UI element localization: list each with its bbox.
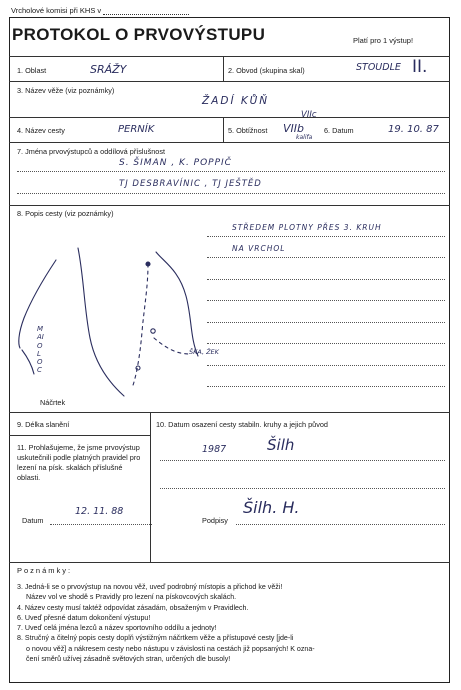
note-item: 7. Uveď celá jména lezců a název sportovního oddílu a jednoty! xyxy=(17,624,217,633)
writing-line xyxy=(17,193,445,194)
field-3-value: ŽADÍ KŮŇ xyxy=(202,95,270,107)
field-2-extra: II. xyxy=(412,57,428,77)
note-item: 3. Jedná-li se o prvovýstup na novou věž, uveď podrobný místopis a přichod ke věži! xyxy=(17,583,283,591)
date-value: 12. 11. 88 xyxy=(75,506,124,517)
route-sketch xyxy=(14,238,209,410)
sketch-tower-label-left: MAIOL OC xyxy=(37,325,44,375)
writing-line xyxy=(207,300,445,301)
field-5-label: 5. Obtížnost xyxy=(228,126,268,135)
note-item: o novou věž] a nákresem cesty nebo nástupu v závislosti na cestách již popsaných! K ozna- xyxy=(26,644,315,653)
note-item: 8. Stručný a čitelný popis cesty doplň výstižným náčrtkem věže a přístupové cesty [jde-li xyxy=(17,634,294,643)
tower-outline-left xyxy=(78,248,124,396)
field-2-value: STOUDLE xyxy=(356,62,401,73)
tower-base-line xyxy=(22,350,34,374)
divider xyxy=(9,562,450,563)
note-item: 6. Uveď přesné datum dokončení výstupu! xyxy=(17,613,151,622)
field-1-label: 1. Oblast xyxy=(17,66,47,75)
signatures-label: Podpisy xyxy=(202,516,228,525)
signatures-value: Šilh. H. xyxy=(243,498,300,517)
note-item: čení směrů užívej zásadně světových stran, určených dle busoly! xyxy=(26,655,231,664)
field-10-signature: Šilh xyxy=(267,436,295,454)
column-divider xyxy=(223,117,224,142)
route-traverse xyxy=(154,338,190,354)
field-3-label: 3. Název věže (viz poznámky) xyxy=(17,86,115,95)
field-11-declaration: 11. Prohlašujeme, že jsme prvovýstup uskutečnili podle platných pravidel pro lezení na písk. skalách příslušné oblasti. xyxy=(17,443,141,482)
commission-blank-line xyxy=(103,7,189,15)
notes-list xyxy=(17,582,445,664)
field-6-value: 19. 10. 87 xyxy=(388,124,439,135)
writing-line xyxy=(207,343,445,344)
field-4-label: 4. Název cesty xyxy=(17,126,65,135)
field-5-value: VIIb xyxy=(283,122,304,135)
ring-marker xyxy=(151,329,155,333)
ring-marker xyxy=(146,262,150,266)
field-6-label: 6. Datum xyxy=(324,126,354,135)
tower-outline-right xyxy=(156,252,198,356)
field-1-value: SRÁŽY xyxy=(90,63,127,76)
ring-marker xyxy=(136,366,140,370)
writing-line xyxy=(160,460,445,461)
field-7-label: 7. Jména prvovýstupců a oddílová příslušnost xyxy=(17,147,166,156)
writing-line xyxy=(207,236,445,237)
divider xyxy=(9,205,450,206)
writing-line xyxy=(207,322,445,323)
field-8-line2: NA VRCHOL xyxy=(232,244,286,253)
divider xyxy=(9,412,450,413)
divider xyxy=(9,142,450,143)
sketch-tower-label-right: ŠKA, ŽEK xyxy=(189,348,219,356)
note-item: Název vol ve shodě s Pravidly pro lezení na pískovcových skalách. xyxy=(26,593,237,602)
field-2-label: 2. Obvod (skupina skal) xyxy=(228,66,305,75)
writing-line xyxy=(207,365,445,366)
notes-title: Poznámky: xyxy=(17,566,73,575)
field-7-line1: S. ŠIMAN , K. POPPIČ xyxy=(119,158,232,168)
commission-label: Vrcholové komisi při KHS v xyxy=(11,6,102,15)
column-divider xyxy=(223,56,224,81)
writing-line xyxy=(207,257,445,258)
divider xyxy=(9,435,150,436)
divider xyxy=(9,81,450,82)
form-title: PROTOKOL O PRVOVÝSTUPU xyxy=(12,25,266,44)
sketch-label: Náčrtek xyxy=(40,398,66,407)
date-label: Datum xyxy=(22,516,44,525)
commission-header xyxy=(11,6,189,15)
writing-line xyxy=(207,279,445,280)
date-line xyxy=(50,524,152,525)
field-10-label: 10. Datum osazení cesty stabiln. kruhy a jejich původ xyxy=(156,420,328,429)
column-divider xyxy=(150,412,151,562)
note-item: 4. Název cesty musí taktéž odpovídat zásadám, obsaženým v Pravidlech. xyxy=(17,603,249,612)
signatures-line xyxy=(236,524,445,525)
field-10-value: 1987 xyxy=(202,444,227,455)
divider xyxy=(9,117,450,118)
writing-line xyxy=(17,171,445,172)
divider xyxy=(9,56,450,57)
field-4-value: PERNÍK xyxy=(118,124,155,135)
field-9-label: 9. Délka slanění xyxy=(17,420,70,429)
validity-note: Platí pro 1 výstup! xyxy=(353,36,414,45)
field-5-sub: kalifa xyxy=(296,134,313,141)
field-5-note: VIIc xyxy=(301,110,317,120)
writing-line xyxy=(207,386,445,387)
field-7-line2: TJ DESBRAVÍNIC , TJ JEŠTĚD xyxy=(119,179,262,189)
field-8-line1: STŘEDEM PLOTNY PŘES 3. KRUH xyxy=(232,223,382,232)
writing-line xyxy=(160,488,445,489)
field-8-label: 8. Popis cesty (viz poznámky) xyxy=(17,209,114,218)
